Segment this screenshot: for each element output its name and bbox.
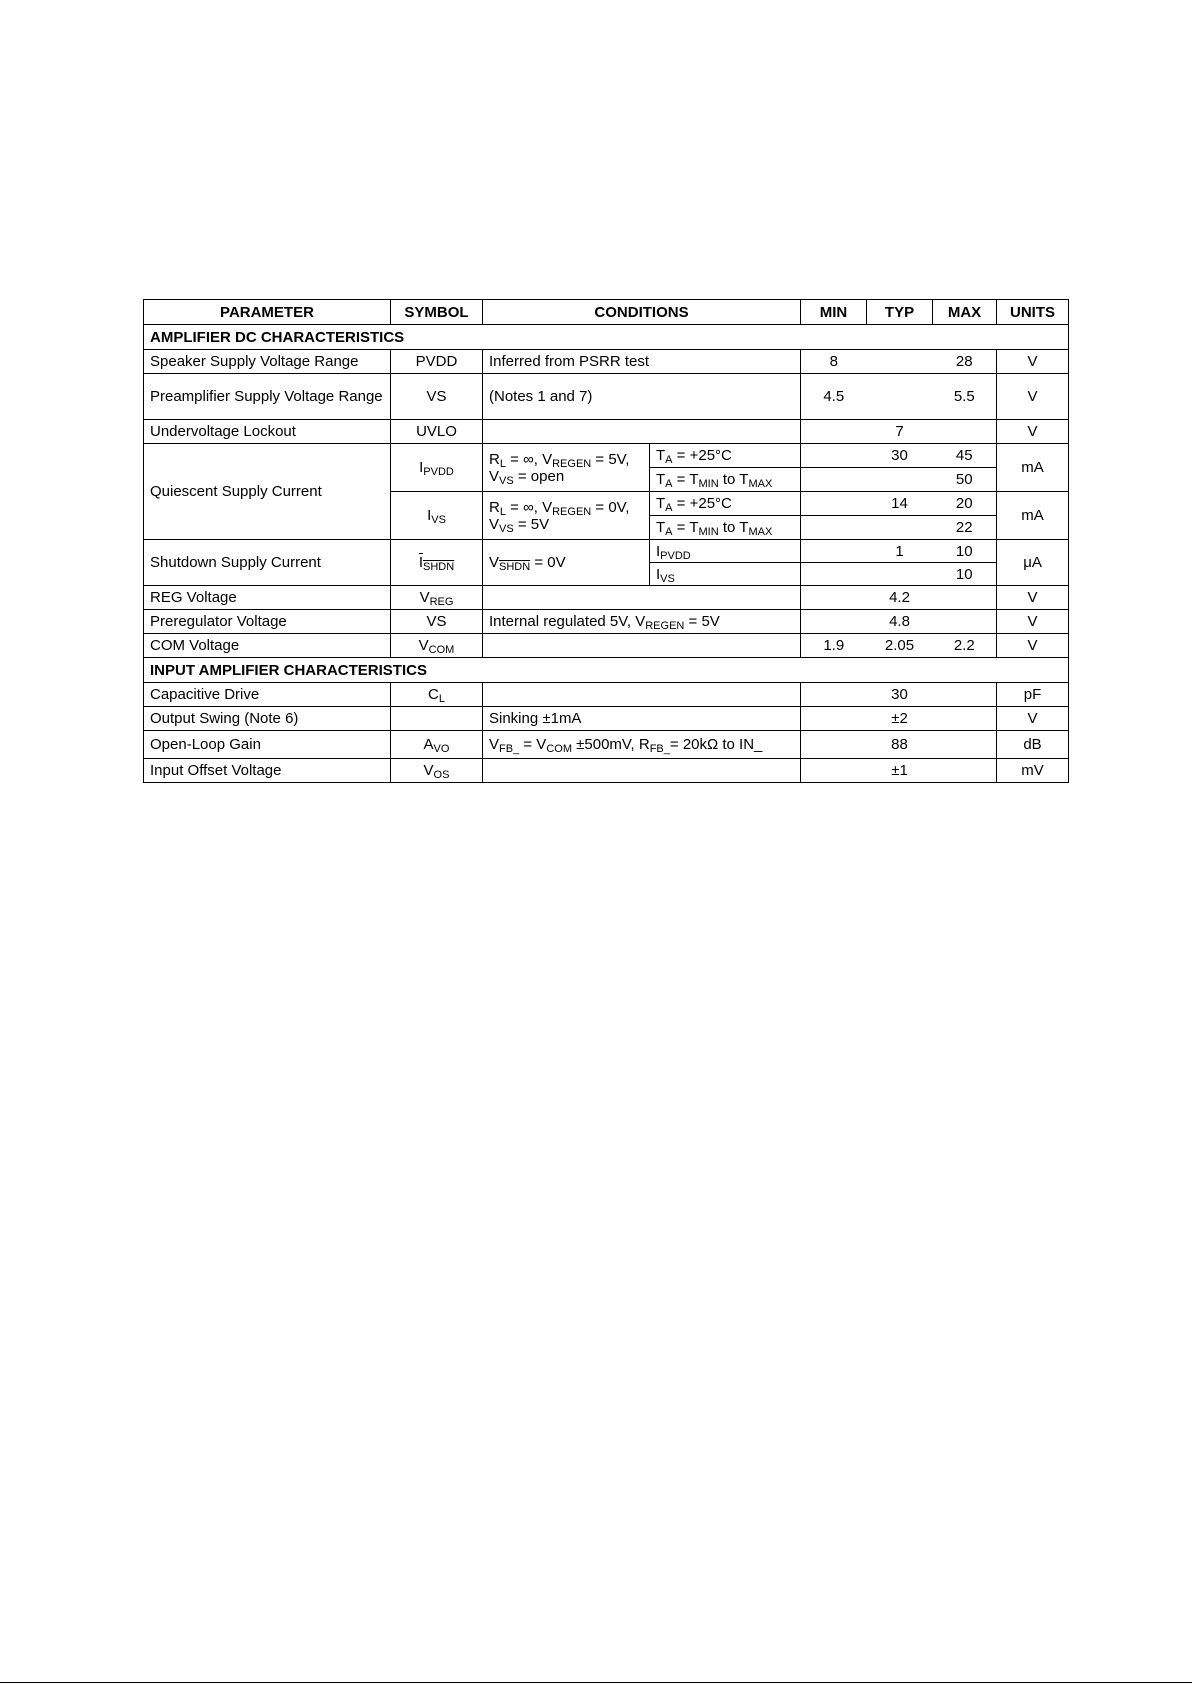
header-parameter: PARAMETER [144, 300, 391, 325]
table-row [144, 683, 1069, 707]
header-symbol: SYMBOL [391, 300, 483, 325]
max-cell: 45 [933, 444, 997, 468]
typ-cell [867, 563, 933, 586]
symbol-cell: $V_{REG}$ [391, 586, 483, 610]
min-cell [801, 610, 867, 634]
header-min: MIN [801, 300, 867, 325]
units-cell: V [997, 420, 1069, 444]
typ-cell [867, 468, 933, 492]
max-cell: 5.5 [933, 374, 997, 420]
symbol-cell: $V_{COM}$ [391, 634, 483, 658]
conditions-cell [483, 420, 801, 444]
typ-cell [867, 374, 933, 420]
param-cell: Capacitive Drive [144, 683, 391, 707]
table-row [144, 707, 1069, 731]
typ-cell [867, 350, 933, 374]
param-cell: Input Offset Voltage [144, 759, 391, 783]
table-row [144, 420, 1069, 444]
max-cell [933, 683, 997, 707]
units-cell: mA [997, 492, 1069, 540]
min-cell: 1.9 [801, 634, 867, 658]
conditions-cell: Inferred from PSRR test [483, 350, 801, 374]
table-row [144, 634, 1069, 658]
sub-condition-cell: $I_{PVDD}$ [650, 540, 801, 563]
symbol-cell [391, 707, 483, 731]
min-cell [801, 707, 867, 731]
units-cell: V [997, 350, 1069, 374]
param-cell: COM Voltage [144, 634, 391, 658]
typ-cell: 4.8 [867, 610, 933, 634]
typ-cell: 14 [867, 492, 933, 516]
typ-cell: 1 [867, 540, 933, 563]
max-cell: 10 [933, 540, 997, 563]
units-cell: V [997, 610, 1069, 634]
table-row [144, 610, 1069, 634]
param-cell: Quiescent Supply Current [144, 444, 391, 540]
symbol-cell: $V_{OS}$ [391, 759, 483, 783]
symbol-cell: $I_{VS}$ [391, 492, 483, 540]
param-cell: Preamplifier Supply Voltage Range [144, 374, 391, 420]
typ-cell: 30 [867, 683, 933, 707]
min-cell: 8 [801, 350, 867, 374]
min-cell [801, 492, 867, 516]
temperature-cell: $T_A = +25^\circ C$ [650, 492, 801, 516]
typ-cell: 2.05 [867, 634, 933, 658]
min-cell: 4.5 [801, 374, 867, 420]
header-conditions: CONDITIONS [483, 300, 801, 325]
conditions-cell: (Notes 1 and 7) [483, 374, 801, 420]
typ-cell: 30 [867, 444, 933, 468]
typ-cell: ±2 [867, 707, 933, 731]
units-cell: mV [997, 759, 1069, 783]
units-cell: μA [997, 540, 1069, 586]
section-row [144, 658, 1069, 683]
min-cell [801, 731, 867, 759]
conditions-cell: Sinking ±1mA [483, 707, 801, 731]
param-cell: Speaker Supply Voltage Range [144, 350, 391, 374]
table-row [144, 374, 1069, 420]
temperature-cell: $T_A = T_{MIN}$ to $T_{MAX}$ [650, 516, 801, 540]
units-cell: V [997, 634, 1069, 658]
header-units: UNITS [997, 300, 1069, 325]
typ-cell: 88 [867, 731, 933, 759]
max-cell [933, 707, 997, 731]
max-cell: 50 [933, 468, 997, 492]
header-max: MAX [933, 300, 997, 325]
param-cell: Shutdown Supply Current [144, 540, 391, 586]
max-cell: 2.2 [933, 634, 997, 658]
units-cell: V [997, 374, 1069, 420]
symbol-cell: $I_{SHDN}$ [391, 540, 483, 586]
min-cell [801, 444, 867, 468]
table-row [144, 759, 1069, 783]
conditions-cell: $R_L$ = ∞, $V_{REGEN} = 5V$, $V_{VS}$ = open [483, 444, 650, 492]
max-cell: 10 [933, 563, 997, 586]
typ-cell: 7 [867, 420, 933, 444]
conditions-cell: Internal regulated 5V, $V_{REGEN} = 5V$ [483, 610, 801, 634]
typ-cell [867, 516, 933, 540]
table-row [144, 540, 1069, 563]
units-cell: V [997, 586, 1069, 610]
table-row [144, 586, 1069, 610]
conditions-cell: $V_{SHDN} = 0V$ [483, 540, 650, 586]
header-typ: TYP [867, 300, 933, 325]
max-cell [933, 610, 997, 634]
max-cell: 28 [933, 350, 997, 374]
max-cell [933, 586, 997, 610]
symbol-cell: VS [391, 374, 483, 420]
page-bottom-rule [0, 1682, 1192, 1683]
symbol-cell: VS [391, 610, 483, 634]
temperature-cell: $T_A = +25^\circ C$ [650, 444, 801, 468]
conditions-cell: $V_{FB\_} = V_{COM} \pm 500mV$, $R_{FB\_}= 20k\Omega$ to IN_ [483, 731, 801, 759]
max-cell: 22 [933, 516, 997, 540]
max-cell [933, 731, 997, 759]
max-cell [933, 759, 997, 783]
min-cell [801, 759, 867, 783]
conditions-cell [483, 683, 801, 707]
electrical-characteristics-table [143, 299, 1069, 783]
min-cell [801, 516, 867, 540]
section-title-dc: AMPLIFIER DC CHARACTERISTICS [144, 325, 1069, 350]
table-row [144, 350, 1069, 374]
min-cell [801, 540, 867, 563]
conditions-cell [483, 634, 801, 658]
symbol-cell: UVLO [391, 420, 483, 444]
param-cell: REG Voltage [144, 586, 391, 610]
max-cell: 20 [933, 492, 997, 516]
symbol-cell: $C_L$ [391, 683, 483, 707]
param-cell: Output Swing (Note 6) [144, 707, 391, 731]
typ-cell: ±1 [867, 759, 933, 783]
section-title-input: INPUT AMPLIFIER CHARACTERISTICS [144, 658, 1069, 683]
min-cell [801, 563, 867, 586]
typ-cell: 4.2 [867, 586, 933, 610]
section-row [144, 325, 1069, 350]
temperature-cell: $T_A = T_{MIN}$ to $T_{MAX}$ [650, 468, 801, 492]
units-cell: mA [997, 444, 1069, 492]
param-cell: Preregulator Voltage [144, 610, 391, 634]
symbol-cell: $A_{VO}$ [391, 731, 483, 759]
min-cell [801, 586, 867, 610]
conditions-cell [483, 586, 801, 610]
min-cell [801, 683, 867, 707]
param-cell: Open-Loop Gain [144, 731, 391, 759]
table-row [144, 444, 1069, 468]
symbol-cell: $I_{PVDD}$ [391, 444, 483, 492]
sub-condition-cell: $I_{VS}$ [650, 563, 801, 586]
units-cell: dB [997, 731, 1069, 759]
min-cell [801, 468, 867, 492]
units-cell: pF [997, 683, 1069, 707]
header-row [144, 300, 1069, 325]
param-cell: Undervoltage Lockout [144, 420, 391, 444]
table-row [144, 731, 1069, 759]
max-cell [933, 420, 997, 444]
min-cell [801, 420, 867, 444]
units-cell: V [997, 707, 1069, 731]
symbol-cell: PVDD [391, 350, 483, 374]
conditions-cell [483, 759, 801, 783]
conditions-cell: $R_L$ = ∞, $V_{REGEN} = 0V$, $V_{VS} = 5V$ [483, 492, 650, 540]
